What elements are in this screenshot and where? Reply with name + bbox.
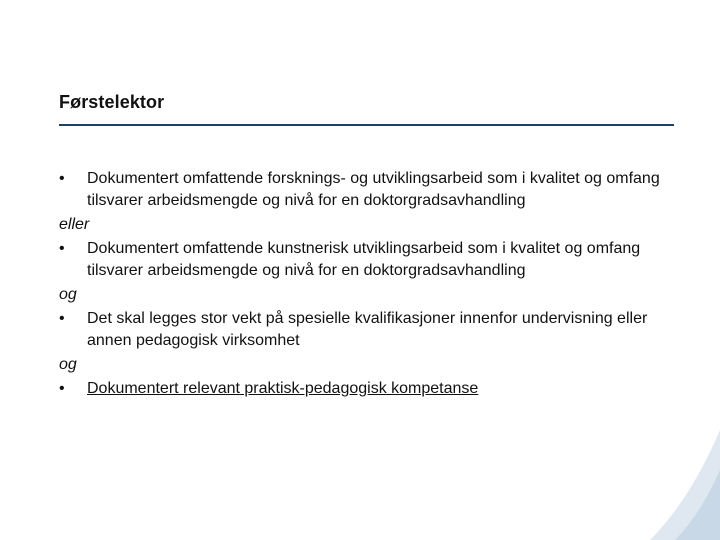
bullet-marker: • (59, 170, 65, 187)
bullet-text: Dokumentert omfattende forsknings- og utviklingsarbeid som i kvalitet og omfang tilsvarer arbeidsmengde og nivå for en doktorgradsavhandling (87, 170, 660, 209)
list-item (59, 378, 689, 400)
bullet-marker: • (59, 240, 65, 257)
list-item (59, 238, 689, 282)
bullet-marker: • (59, 380, 65, 397)
bullet-text: Det skal legges stor vekt på spesielle kvalifikasjoner innenfor undervisning eller annen pedagogisk virksomhet (87, 310, 648, 349)
connector-text: og (59, 286, 77, 303)
connector-text: eller (59, 216, 90, 233)
list-item (59, 308, 689, 352)
corner-decoration (640, 430, 720, 540)
list-item (59, 168, 689, 212)
bullet-text: Dokumentert omfattende kunstnerisk utviklingsarbeid som i kvalitet og omfang tilsvarer arbeidsmengde og nivå for en doktorgradsavhandling (87, 240, 641, 279)
title-divider (59, 124, 674, 126)
bullet-text: Dokumentert relevant praktisk-pedagogisk kompetanse (87, 380, 479, 397)
slide-title: Førstelektor (59, 92, 165, 112)
connector-text: og (59, 356, 77, 373)
slide-body (59, 168, 689, 400)
bullet-marker: • (59, 310, 65, 327)
